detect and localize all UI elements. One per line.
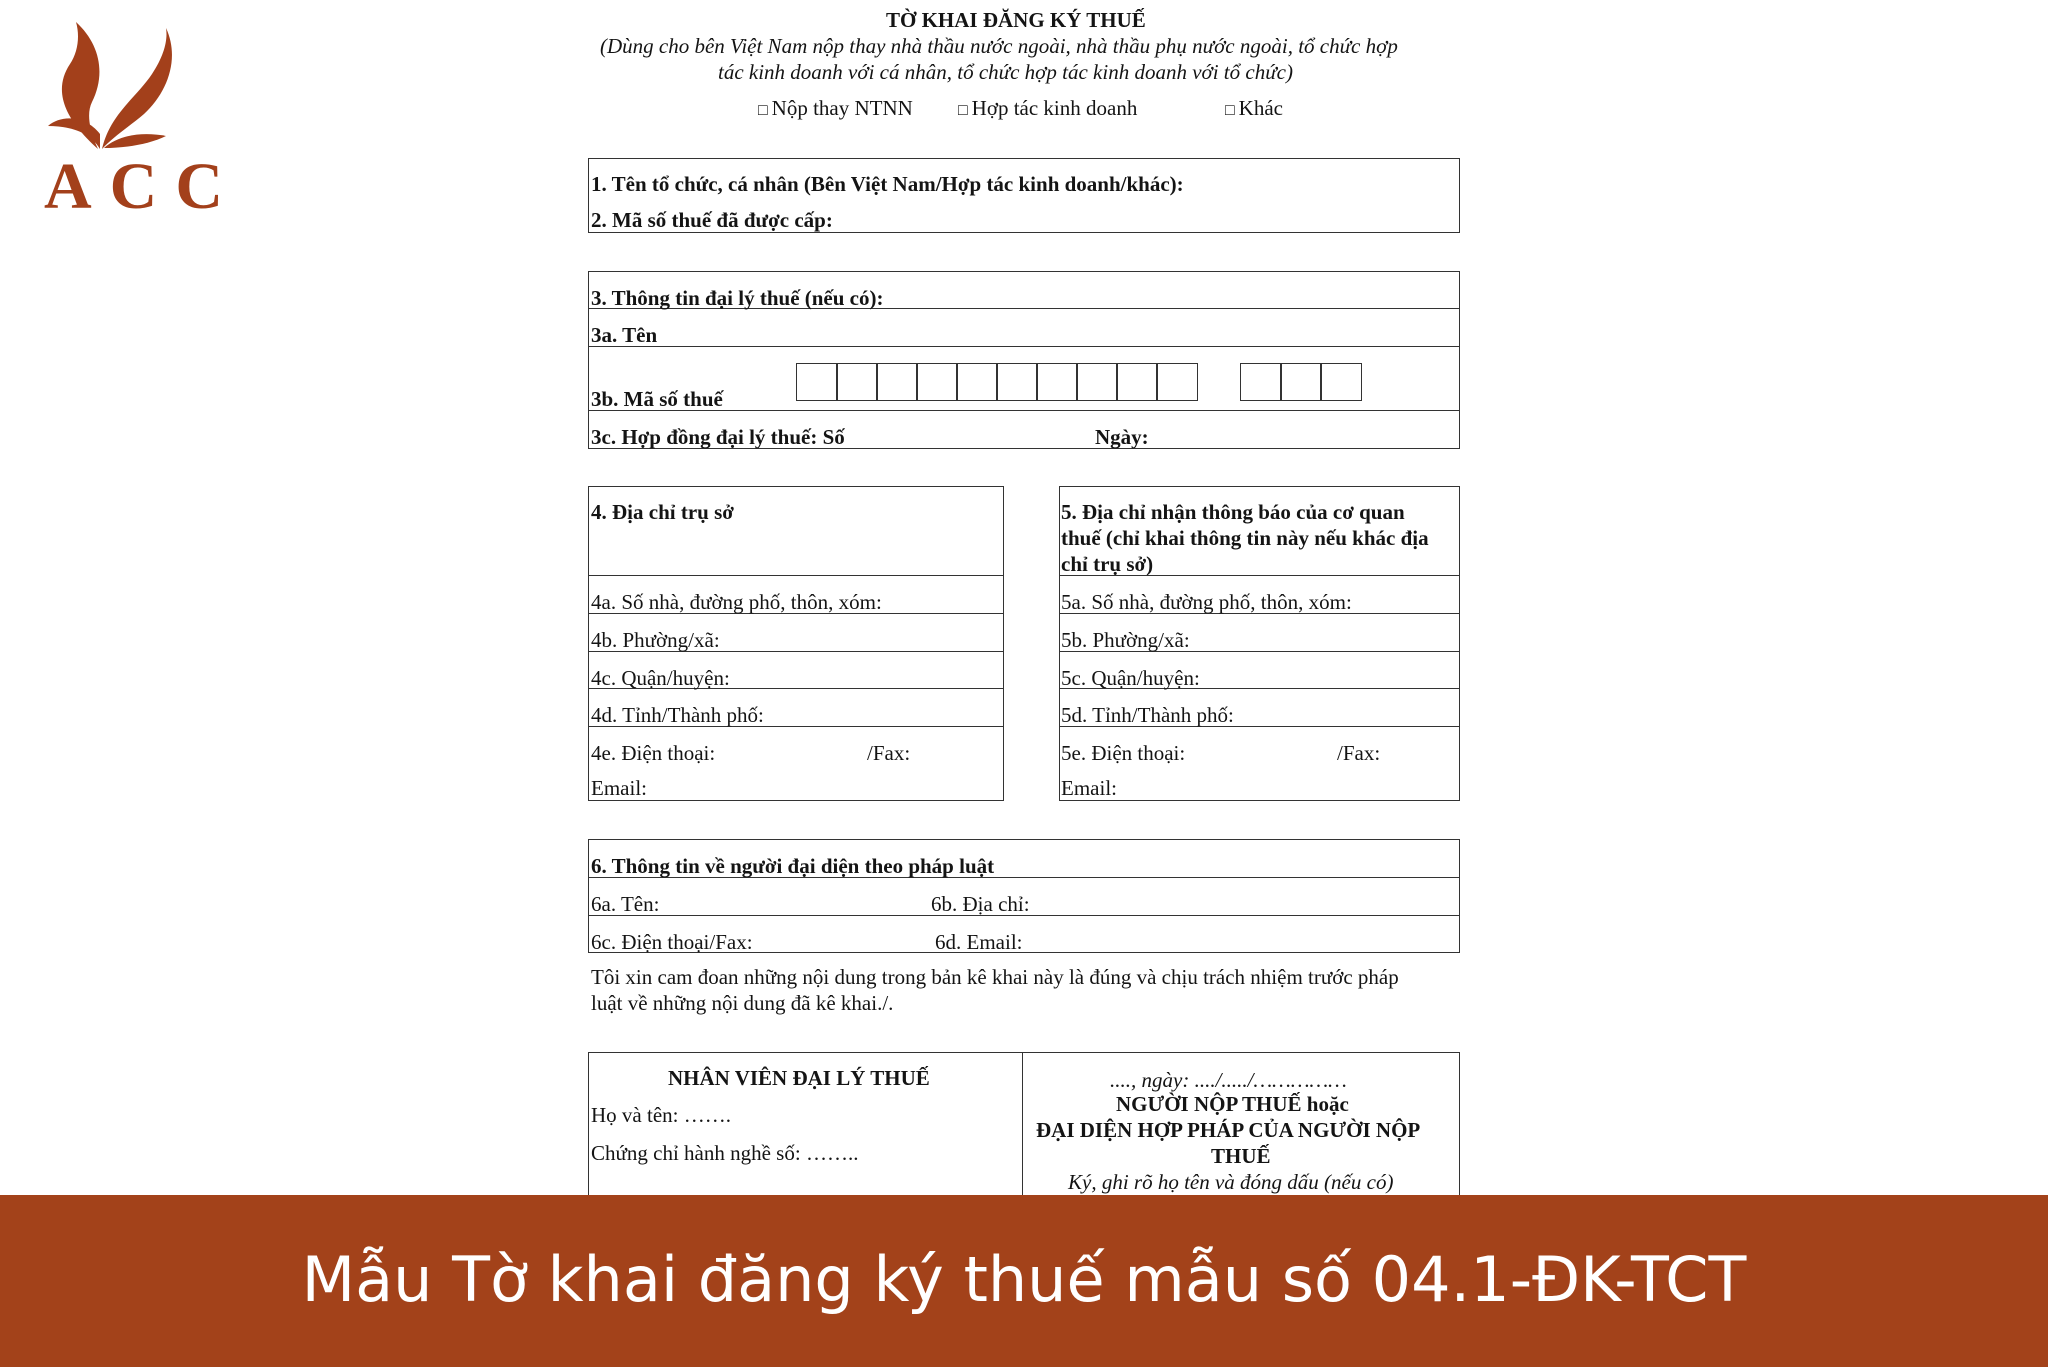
section-4d-label: 4d. Tỉnh/Thành phố: (591, 703, 764, 727)
checkbox-label: Hợp tác kinh doanh (971, 96, 1138, 120)
logo-text: ACC (44, 150, 241, 223)
banner-title: Mẫu Tờ khai đăng ký thuế mẫu số 04.1-ĐK-TCT (301, 1243, 1747, 1316)
taxpayer-date-line: ...., ngày: ..../...../…………… (1110, 1068, 1347, 1092)
checkbox-nop-thay[interactable] (758, 98, 913, 119)
section-6-label: 6. Thông tin về người đại diện theo pháp luật (591, 854, 995, 878)
taxpayer-line1: NGƯỜI NỘP THUẾ hoặc (1116, 1092, 1349, 1116)
checkbox-icon: □ (1225, 102, 1235, 119)
divider (1022, 1052, 1023, 1202)
agent-name-label: Họ và tên: ……. (591, 1103, 731, 1127)
section-5-label-line1: 5. Địa chỉ nhận thông báo của cơ quan (1061, 500, 1405, 524)
section-2-label: 2. Mã số thuế đã được cấp: (591, 208, 833, 232)
tax-code-cell[interactable] (836, 363, 878, 401)
section-4e-label: 4e. Điện thoại: (591, 741, 716, 765)
section-5e-fax-label: /Fax: (1337, 741, 1381, 765)
section-1-label: 1. Tên tổ chức, cá nhân (Bên Việt Nam/Hợp tác kinh doanh/khác): (591, 172, 1184, 196)
section-6b-label: 6b. Địa chỉ: (931, 892, 1030, 916)
declaration-line2: luật về những nội dung đã kê khai./. (591, 991, 894, 1015)
agent-heading: NHÂN VIÊN ĐẠI LÝ THUẾ (668, 1066, 930, 1090)
checkbox-khac[interactable] (1225, 98, 1283, 119)
divider (588, 346, 1460, 347)
taxpayer-sign-note: Ký, ghi rõ họ tên và đóng dấu (nếu có) (1068, 1170, 1394, 1194)
form-subtitle-line1: (Dùng cho bên Việt Nam nộp thay nhà thầu nước ngoài, nhà thầu phụ nước ngoài, tổ chức hợp (600, 34, 1398, 58)
section-3c-date-label: Ngày: (1095, 425, 1149, 449)
section-5-label-line2: thuế (chỉ khai thông tin này nếu khác địa (1061, 526, 1429, 550)
taxpayer-line3: THUẾ (1211, 1144, 1271, 1168)
section-5-email-label: Email: (1061, 776, 1117, 800)
checkbox-label: Nộp thay NTNN (771, 96, 913, 120)
tax-code-cell[interactable] (1156, 363, 1198, 401)
section-4a-label: 4a. Số nhà, đường phố, thôn, xóm: (591, 590, 882, 614)
tax-code-cell[interactable] (916, 363, 958, 401)
tax-code-cell[interactable] (1076, 363, 1118, 401)
taxpayer-line2: ĐẠI DIỆN HỢP PHÁP CỦA NGƯỜI NỘP (1036, 1118, 1421, 1142)
tax-code-cell[interactable] (796, 363, 838, 401)
tax-code-suffix-cell[interactable] (1320, 363, 1362, 401)
tax-code-cell[interactable] (876, 363, 918, 401)
section-4-email-label: Email: (591, 776, 647, 800)
section-4-label: 4. Địa chỉ trụ sở (591, 500, 734, 524)
section-3-label: 3. Thông tin đại lý thuế (nếu có): (591, 286, 884, 310)
tax-code-cell[interactable] (996, 363, 1038, 401)
title-banner (0, 1195, 2048, 1367)
section-3a-label: 3a. Tên (591, 323, 658, 347)
section-3c-label: 3c. Hợp đồng đại lý thuế: Số (591, 425, 845, 449)
form-title: TỜ KHAI ĐĂNG KÝ THUẾ (886, 8, 1146, 32)
section-5d-label: 5d. Tỉnh/Thành phố: (1061, 703, 1234, 727)
tax-code-suffix-cell[interactable] (1280, 363, 1322, 401)
section-3b-label: 3b. Mã số thuế (591, 387, 723, 411)
section-6c-label: 6c. Điện thoại/Fax: (591, 930, 753, 954)
section-6a-label: 6a. Tên: (591, 892, 660, 916)
agent-certificate-label: Chứng chỉ hành nghề số: …….. (591, 1141, 859, 1165)
section-4e-fax-label: /Fax: (867, 741, 911, 765)
checkbox-hop-tac[interactable] (958, 98, 1137, 119)
section-5a-label: 5a. Số nhà, đường phố, thôn, xóm: (1061, 590, 1352, 614)
section-5-label-line3: chỉ trụ sở) (1061, 552, 1154, 576)
section-5c-label: 5c. Quận/huyện: (1061, 666, 1200, 690)
declaration-line1: Tôi xin cam đoan những nội dung trong bản kê khai này là đúng và chịu trách nhiệm trước pháp (591, 965, 1399, 989)
checkbox-icon: □ (958, 102, 968, 119)
section-5b-label: 5b. Phường/xã: (1061, 628, 1190, 652)
section-4b-label: 4b. Phường/xã: (591, 628, 720, 652)
divider (588, 575, 1004, 576)
tax-code-cell[interactable] (1036, 363, 1078, 401)
checkbox-icon: □ (758, 102, 768, 119)
tax-code-suffix-cell[interactable] (1240, 363, 1282, 401)
section-5e-label: 5e. Điện thoại: (1061, 741, 1186, 765)
tax-code-cell[interactable] (956, 363, 998, 401)
form-subtitle-line2: tác kinh doanh với cá nhân, tổ chức hợp tác kinh doanh với tổ chức) (718, 60, 1293, 84)
section-6d-label: 6d. Email: (935, 930, 1023, 954)
section-4c-label: 4c. Quận/huyện: (591, 666, 730, 690)
checkbox-label: Khác (1238, 96, 1283, 120)
tax-code-cell[interactable] (1116, 363, 1158, 401)
